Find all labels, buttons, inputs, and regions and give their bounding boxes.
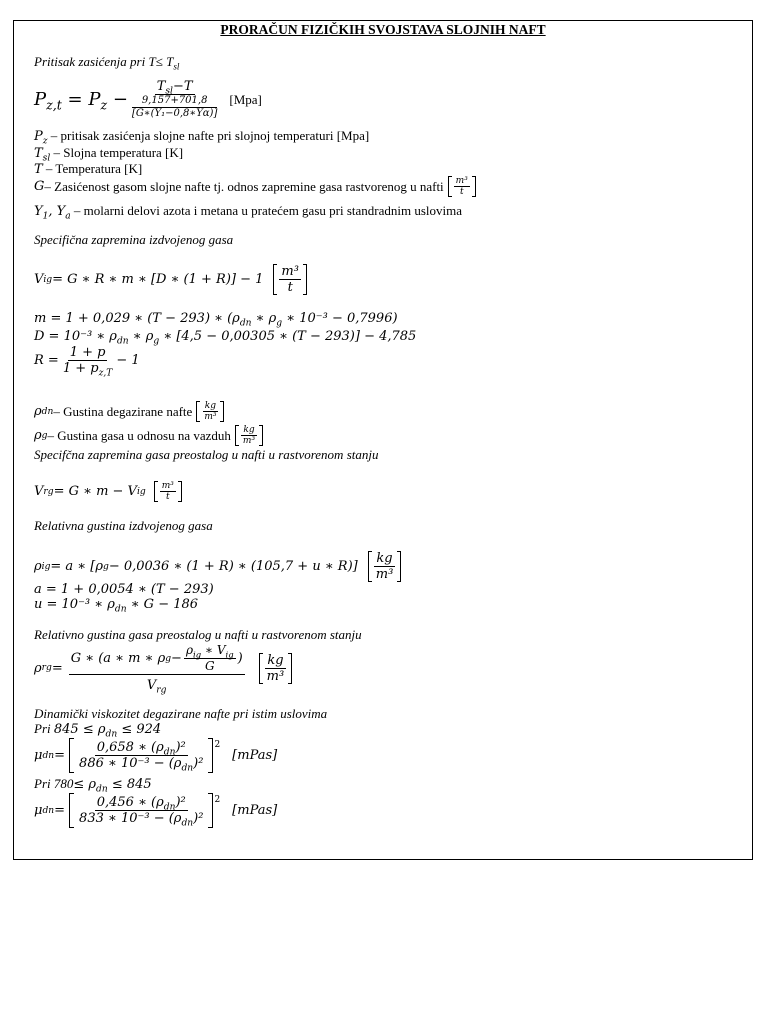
saturation-pressure-heading: Pritisak zasićenja pri $T\le T_{sl}$ (34, 54, 180, 72)
rho-rg-formula: ρ rg = G ∗ (a ∗ m ∗ ρ g − $\frac{\rho_{ig} ∗ V_{ig}}{G}$ ) $V_{rg}$ $\frac{kg}{\text{m³}}$ (34, 643, 292, 693)
vrg-formula: V rg = G ∗ m − V ig $\frac{\text{m³}}{t}$ (34, 481, 182, 502)
viscosity-unit-2: [mPas] (232, 803, 278, 818)
def-pz: $P_z$ – pritisak zasićenja slojne nafte pri slojnoj temperaturi [Mpa] (34, 128, 370, 147)
def-t: T – Temperatura [K] (34, 161, 143, 177)
viscosity-unit-1: [mPas] (232, 748, 278, 763)
pressure-fraction: $T_{sl}-T$ 9,157+701,8 [G∗(Y₁−0,8∗Yα)] (131, 79, 218, 119)
def-rho-g: ρ g – Gustina gasa u odnosu na vazduh $\frac{kg}{\text{m³}}$ (34, 425, 263, 446)
def-tsl: $T_{sl}$ – Slojna temperatura [K] (34, 145, 184, 164)
m-formula: m = 1 + 0,029 ∗ (T − 293) ∗ ($\rho_{dn}$ ∗ $\rho_g$ ∗ 10⁻³ − 0,7996) (34, 311, 398, 329)
condition-2: Pri $780\le \rho_{dn} \le 845$ (34, 776, 152, 795)
relative-density-heading: Relativna gustina izdvojenog gasa (34, 518, 213, 533)
def-y: $Y_1$, $Y_a$ – molarni delovi azota i metana u pratećem gasu pri standradnim uslovima (34, 203, 462, 222)
saturation-pressure-formula: $P_{z,t} = P_z$ − $T_{sl}-T$ 9,157+701,8 [G∗(Y₁−0,8∗Yα)] [Mpa] (34, 79, 262, 119)
viscosity-formula-1: μ dn = $\frac{0,658 ∗ (\rho_{dn})^2}{886 ∗ 10^{-3} - (\rho_{dn})^2}$ 2 [mPas] (34, 740, 278, 774)
residual-density-heading: Relativno gustina gasa preostalog u nafti u rastvorenom stanju (34, 627, 362, 642)
document-frame (13, 20, 753, 860)
document-title: PRORAČUN FIZIČKIH SVOJSTAVA SLOJNIH NAFT (220, 22, 546, 37)
r-formula: R = $\frac{1 + p}{1 + p_{z,T}}$ − 1 (34, 345, 140, 379)
viscosity-formula-2: μ dn = $\frac{0,456 ∗ (\rho_{dn})^2}{833 ∗ 10^{-3} - (\rho_{dn})^2}$ 2 [mPas] (34, 795, 278, 829)
vig-formula: V ig = G ∗ R ∗ m ∗ [D ∗ (1 + R)] − 1 $\frac{\text{m³}}{t}$ (34, 264, 307, 295)
pressure-unit: [Mpa] (229, 92, 262, 107)
def-rho-dn: ρ dn – Gustina degazirane nafte $\frac{kg}{\text{m³}}$ (34, 401, 224, 422)
condition-1: Pri $845 \le \rho_{dn} \le 924$ (34, 721, 162, 740)
def-g: G – Zasićenost gasom slojne nafte tj. odnos zapremine gasa rastvorenog u nafti $\frac{\text{m³}}{t}$ (34, 176, 476, 197)
d-formula: D = 10⁻³ ∗ $\rho_{dn}$ ∗ $\rho_g$ ∗ [4,5 − 0,00305 ∗ (T − 293)] − 4,785 (34, 329, 417, 347)
specific-volume-heading: Specifična zapremina izdvojenog gasa (34, 232, 234, 247)
viscosity-heading: Dinamički viskozitet degazirane nafte pri istim uslovima (34, 706, 328, 721)
rho-ig-formula: ρ ig = a ∗ [ρ g − 0,0036 ∗ (1 + R) ∗ (105,7 + u ∗ R)] $\frac{kg}{\text{m³}}$ (34, 551, 401, 582)
g-unit: $\frac{\text{m³}}{t}$ (448, 176, 476, 197)
residual-volume-heading: Specifčna zapremina gasa preostalog u nafti u rastvorenom stanju (34, 447, 379, 462)
u-formula: u = 10⁻³ ∗ $\rho_{dn}$ ∗ G − 186 (34, 597, 199, 615)
a-formula: a = 1 + 0,0054 ∗ (T − 293) (34, 582, 214, 597)
